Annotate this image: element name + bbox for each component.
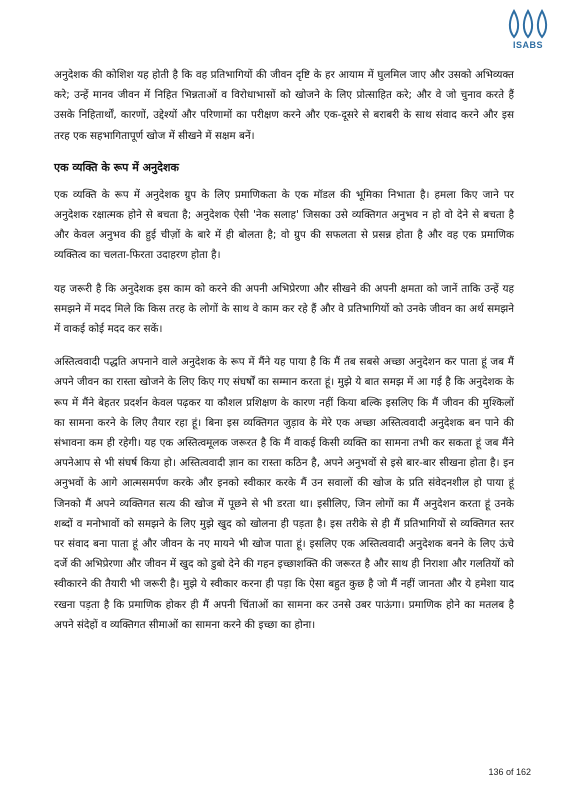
section-heading: एक व्यक्ति के रूप में अनुदेशक: [54, 160, 179, 174]
paragraph-trainer-effort: अनुदेशक की कोशिश यह होती है कि वह प्रतिभागियों की जीवन दृष्टि के हर आयाम में घुलमिल जाए और उसको अभिव्यक्त करे; उन्हें मानव जीवन में निहित भिन्नताओं व विरोधाभासों को खोजने के लिए प्रोत्साहित करे; और वे जो चुनाव करते हैं उसके निहितार्थों, कारणों, उद्देश्यों और परिणामों का परीक्षण करने और एक-दूसरे से बराबरी के साथ संवाद करने और इस तरह एक सहभागितापूर्ण खोज में सीखने में सक्षम बनें।: [54, 69, 514, 142]
paragraph-trainer-as-person: एक व्यक्ति के रूप में अनुदेशक ग्रुप के लिए प्रमाणिकता के एक मॉडल की भूमिका निभाता है। हमला किए जाने पर अनुदेशक रक्षात्मक होने से बचता है; अनुदेशक ऐसी 'नेक सलाह' जिसका उसे व्यक्तिगत अनुभव न हो वो देने से बचता है और केवल अनुभव की हुई चीज़ों के बारे में ही बोलता है; वो ग्रुप की सफलता से प्रसन्न होता है और वह एक प्रमाणिक व्यक्तित्व का चलता-फिरता उदाहरण होता है।: [54, 188, 514, 262]
logo-text: ISABS: [512, 40, 543, 50]
isabs-logo-icon: [505, 6, 551, 40]
document-body: [54, 65, 514, 648]
paragraph-existential-approach: अस्तित्ववादी पद्धति अपनाने वाले अनुदेशक के रूप में मैंने यह पाया है कि मैं तब सबसे अच्छा अनुदेशन कर पाता हूं जब मैं अपने जीवन का रास्ता खोजने के लिए किए गए संघर्षों का सम्मान करता हूं। मुझे ये बात समझ में आ गई है कि अनुदेशक के रूप में मैंने बेहतर प्रदर्शन केवल पढ़कर या कौशल प्रशिक्षण के कारण नहीं किया बल्कि इसलिए कि मैं जीवन की मुश्किलों का सामना करने के लिए तैयार रहा हूं। बिना इस व्यक्तिगत जुड़ाव के मेरे एक अच्छा अस्तित्ववादी अनुदेशक बन पाने की संभावना कम ही रहेगी। यह एक अस्तित्वमूलक जरूरत है कि मैं वाकई किसी व्यक्ति का सामना तभी कर सकता हूं जब मैंने अपनेआप से भी संघर्ष किया हो। अस्तित्ववादी ज्ञान का रास्ता कठिन है, अपने अनुभवों से इसे बार-बार सीखना होता है। इन अनुभवों के आगे आत्मसमर्पण करके और इनको स्वीकार करके मैं उन सवालों की खोज के प्रति संवेदनशील हो पाया हूं जिनको मैं अपने व्यक्तिगत सत्य की खोज में पूछने से भी डरता था। इसीलिए, जिन लोगों का मैं अनुदेशन करता हूं उनके शब्दों व मनोभावों को समझने के लिए मुझे खुद को खोलना ही पड़ता है। इस तरीके से ही मैं प्रतिभागियों से व्यक्तिगत स्तर पर संवाद बना पाता हूं और जीवन के नए मायने भी खोज पाता हूं। इसलिए एक अस्तित्ववादी अनुदेशक बनने के लिए ऊंचे दर्जे की अभिप्रेरणा और जीवन में खुद को डुबो देने की गहन इच्छाशक्ति की जरूरत है और साथ ही निराशा और गलतियों को स्वीकारने की तैयारी भी जरूरी है। मुझे ये स्वीकार करना ही पड़ा कि ऐसा बहुत कुछ है जो मैं नहीं जानता और ये हमेशा याद रखना पड़ता है कि प्रमाणिक होकर ही मैं अपनी चिंताओं का सामना कर उनसे उबर पाऊंगा। प्रमाणिक होने का मतलब है अपने संदेहों व व्यक्तिगत सीमाओं का सामना करने की इच्छा का होना।: [54, 356, 514, 631]
isabs-logo: [505, 6, 551, 52]
paragraph-motivation: यह जरूरी है कि अनुदेशक इस काम को करने की अपनी अभिप्रेरणा और सीखने की अपनी क्षमता को जानें ताकि उन्हें यह समझने में मदद मिले कि किस तरह के लोगों के साथ वे काम कर रहे हैं और वे प्रतिभागियों को उनके जीवन का अर्थ समझने में वाकई कोई मदद कर सकें।: [54, 282, 514, 336]
page-number: 136 of 162: [488, 767, 531, 777]
